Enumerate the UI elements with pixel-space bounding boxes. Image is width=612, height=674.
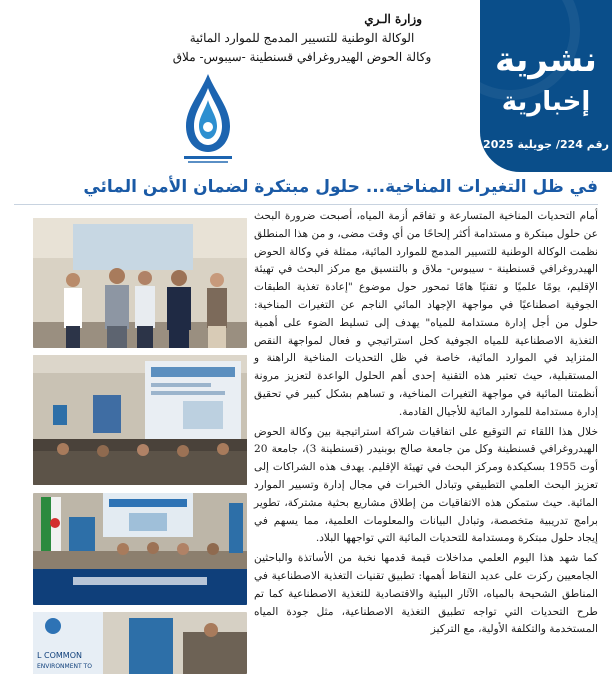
newsletter-badge [480, 0, 612, 172]
banner-text-2: ENVIRONMENT TO [37, 663, 92, 670]
article-paragraph: خلال هذا اللقاء تم التوقيع على اتفاقيات شراكة استراتيجية بين وكالة الحوض الهيدروغرافي قسنطينة وكل من جامعة صالح بوبنيدر (قسنطينة 3)، جامعة 20 أوت 1955 بسكيكدة ومركز البحث في تهيئة الإقليم. يهدف هذه الشراكات إلى تعزيز البحث العلمي التطبيقي وتبادل الخبرات في مجال إدارة وتسيير الموارد المائية. حيث ستمكن هذه الاتفاقيات من إطلاق مشاريع بحثية مشتركة، تطوير برامج تدريبية متخصصة، وتبادل البيانات والمعلومات العلمية، مما يسهم في إيجاد حلول مبتكرة ومستدامة للتحديات المائية التي تواجهها البلاد. [254, 425, 598, 545]
photo-presentation [33, 355, 247, 485]
issue-number: رقم 224/ جويلية 2025 [483, 138, 609, 151]
badge-title-line1: نشرية [495, 40, 597, 80]
article-paragraph: كما شهد هذا اليوم العلمي مداخلات قيمة قدمها نخبة من الأساتذة والباحثين الجامعيين ركزت على عديد النقاط أهمها: تطبيق تقنيات التغذية الاصطناعية في المناطق الشحيحة بالمياه، الآثار البيئية والاقتصادية للتغذية الاصطناعية كما تم طرح التحديات التي تواجه تطبيق التغذية الاصطناعية، مثل جودة المياه المستخدمة والتكلفة الأولية، مع التركيز [254, 552, 598, 636]
photo-panel [33, 493, 247, 605]
organization-block [122, 10, 482, 67]
article-body [254, 208, 598, 641]
article-paragraph: أمام التحديات المناخية المتسارعة و تفاقم أزمة المياه، أصبحت ضرورة البحث عن حلول مبتكرة و مستدامة أكثر إلحاحًا من أي وقت مضى، و من هذا المنطلق نظمت الوكالة الوطنية للتسيير المدمج للموارد المائية، ممثلة في وكالة الحوض الهيدروغرافي قسنطينة - سيبوس- ملاق و بالتنسيق مع مركز البحث في تهيئة الإقليم، يومًا علميًا و تقنيًا هامًا تمحور حول موضوع "إعادة تغذية الطبقات الجوفية اصطناعيًا في مواجهة الإجهاد المائي الناجم عن التغيرات المناخية: حلول من أجل إدارة مستدامة للمياه" يهدف إلى تسليط الضوء على أهمية التغذية الاصطناعية للمياه الجوفية كحل استراتيجي و فعال لمواجهة النقص المتزايد في الموارد المائية، خاصة في ظل التحديات المناخية الراهنة و المستقبلية، حيث تعتبر هذه التقنية إحدى أهم الحلول الواعدة لتعزيز مرونة أنظمتنا المائية في مواجهة التغيرات المناخية، و تساهم بشكل كبير في تحقيق إدارة مستدامة للموارد المائية للأجيال القادمة. [254, 210, 598, 418]
page-header [0, 0, 612, 170]
banner-text: L COMMON [37, 651, 82, 660]
badge-title-line2: إخبارية [501, 87, 591, 117]
agency-name: الوكالة الوطنية للتسيير المدمج للموارد المائية [189, 31, 415, 45]
article-headline: في ظل التغيرات المناخية... حلول مبتكرة لضمان الأمن المائي [83, 177, 598, 197]
basin-agency-name: وكالة الحوض الهيدروغرافي قسنطينة -سيبوس- ملاق [172, 50, 432, 64]
photo-officials [33, 218, 247, 348]
agency-logo [178, 70, 238, 166]
ministry-name: وزارة الـري [364, 12, 422, 26]
divider [14, 204, 598, 205]
photo-banner [33, 612, 247, 674]
